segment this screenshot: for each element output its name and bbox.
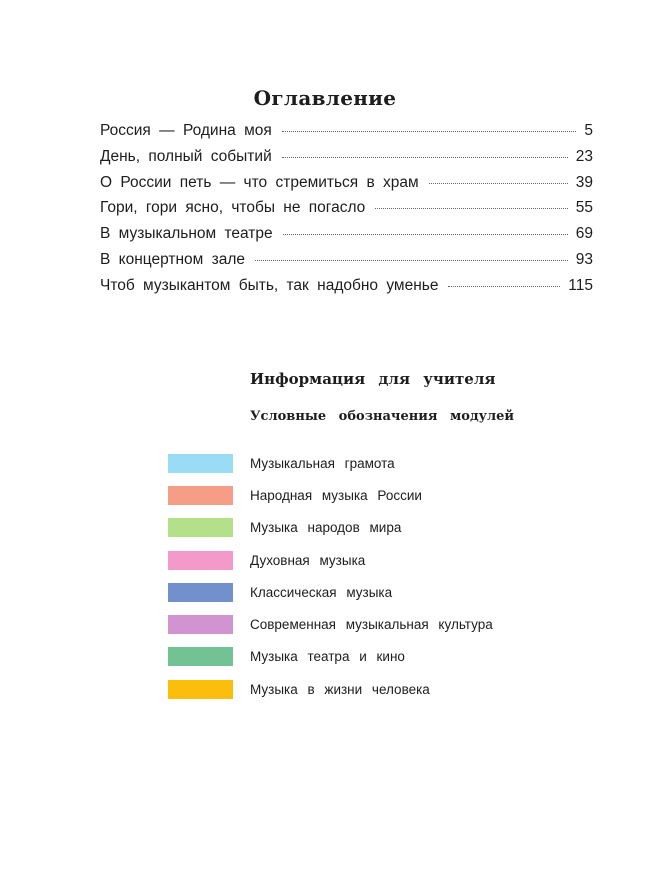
table-of-contents bbox=[100, 122, 593, 303]
toc-entry[interactable] bbox=[100, 251, 593, 277]
dot-leader bbox=[282, 157, 568, 158]
toc-entry[interactable] bbox=[100, 122, 593, 148]
toc-entry[interactable] bbox=[100, 148, 593, 174]
dot-leader bbox=[375, 208, 567, 209]
toc-entry-page: 39 bbox=[575, 173, 593, 191]
color-swatch bbox=[168, 454, 233, 473]
toc-title: Оглавление bbox=[253, 86, 397, 110]
legend-label: Музыкальная грамота bbox=[250, 455, 395, 471]
legend-item bbox=[168, 447, 493, 479]
legend-item bbox=[168, 576, 493, 608]
toc-entry[interactable] bbox=[100, 277, 593, 303]
toc-entry[interactable] bbox=[100, 174, 593, 200]
color-swatch bbox=[168, 647, 233, 666]
toc-entry-title: День, полный событий bbox=[100, 147, 272, 165]
legend-label: Народная музыка России bbox=[250, 487, 422, 503]
dot-leader bbox=[255, 260, 568, 261]
toc-entry-title: В музыкальном театре bbox=[100, 225, 273, 243]
legend-label: Музыка театра и кино bbox=[250, 649, 405, 665]
color-swatch bbox=[168, 583, 233, 602]
toc-entry-page: 115 bbox=[568, 276, 593, 294]
toc-entry-page: 69 bbox=[575, 225, 593, 243]
legend-heading: Условные обозначения модулей bbox=[250, 409, 515, 424]
legend-label: Музыка народов мира bbox=[250, 520, 402, 536]
legend-item bbox=[168, 673, 493, 705]
color-swatch bbox=[168, 518, 233, 537]
color-swatch bbox=[168, 486, 233, 505]
legend-label: Современная музыкальная культура bbox=[250, 617, 493, 633]
toc-entry-page: 5 bbox=[584, 122, 593, 139]
legend-label: Музыка в жизни человека bbox=[250, 681, 430, 697]
toc-entry-title: Россия — Родина моя bbox=[100, 122, 272, 139]
legend-item bbox=[168, 544, 493, 576]
dot-leader bbox=[282, 131, 577, 132]
toc-entry-page: 55 bbox=[575, 199, 593, 217]
toc-entry-page: 93 bbox=[575, 250, 593, 268]
module-legend bbox=[168, 447, 493, 705]
legend-item bbox=[168, 512, 493, 544]
dot-leader bbox=[429, 183, 568, 184]
toc-entry[interactable] bbox=[100, 199, 593, 225]
toc-entry-title: Гори, гори ясно, чтобы не погасло bbox=[100, 199, 366, 217]
legend-item bbox=[168, 608, 493, 640]
toc-entry-title: Чтоб музыкантом быть, так надобно уменье bbox=[100, 276, 439, 294]
toc-entry-title: В концертном зале bbox=[100, 250, 246, 268]
color-swatch bbox=[168, 551, 233, 570]
legend-item bbox=[168, 479, 493, 511]
legend-label: Классическая музыка bbox=[250, 584, 393, 600]
legend-item bbox=[168, 641, 493, 673]
color-swatch bbox=[168, 680, 233, 699]
color-swatch bbox=[168, 615, 233, 634]
dot-leader bbox=[448, 286, 560, 287]
teacher-info-heading: Информация для учителя bbox=[250, 370, 496, 388]
toc-entry-title: О России петь — что стремиться в храм bbox=[100, 173, 419, 191]
toc-entry-page: 23 bbox=[575, 147, 593, 165]
legend-label: Духовная музыка bbox=[250, 552, 366, 568]
toc-entry[interactable] bbox=[100, 225, 593, 251]
dot-leader bbox=[283, 234, 568, 235]
